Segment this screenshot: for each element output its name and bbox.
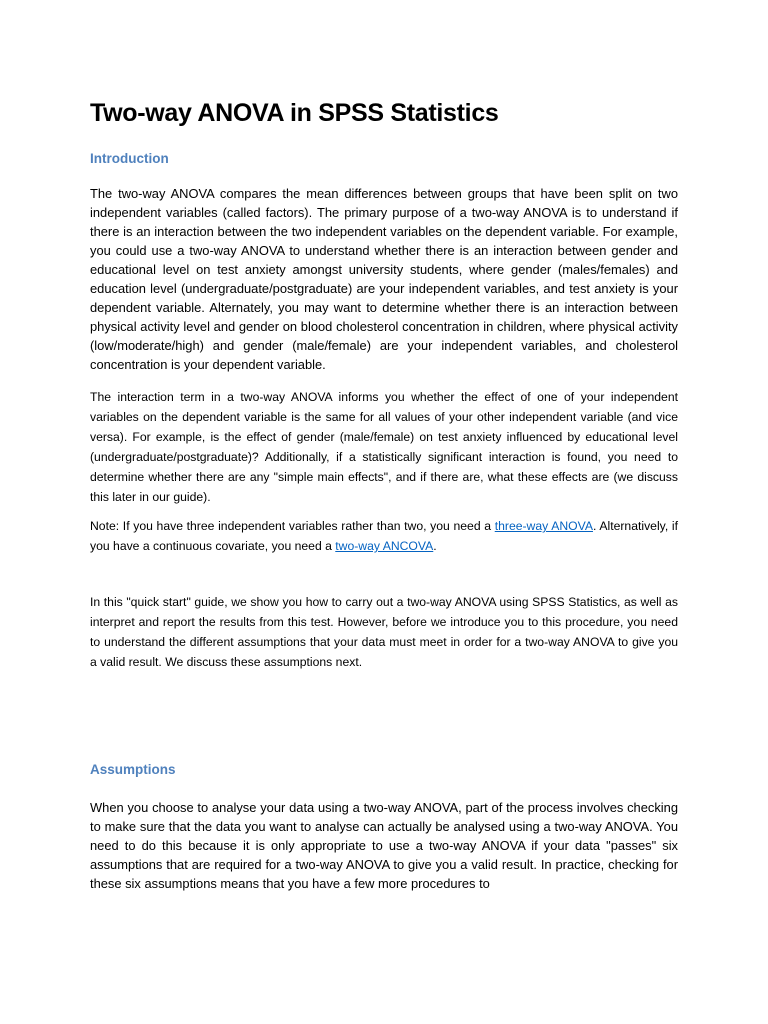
introduction-paragraph-1: The two-way ANOVA compares the mean differences between groups that have been split on two independent variables (called factors). The primary purpose of a two-way ANOVA is to understand if there is an interaction between the two independent variables on the dependent variable. For example, you could use a two-way ANOVA to understand whether there is an interaction between gender and educational level on test anxiety amongst university students, where gender (males/females) and education level (undergraduate/postgraduate) are your independent variables, and test anxiety is your dependent variable. Alternately, you may want to determine whether there is an interaction between physical activity level and gender on blood cholesterol concentration in children, where physical activity (low/moderate/high) and gender (male/female) are your independent variables, and cholesterol concentration is your dependent variable. <box>90 186 678 372</box>
assumptions-heading: Assumptions <box>90 762 176 777</box>
note-text-1: If you have three independent variables rather than two, you need a <box>119 519 495 533</box>
three-way-anova-link[interactable]: three-way ANOVA <box>494 519 593 533</box>
document-title: Two-way ANOVA in SPSS Statistics <box>90 99 499 127</box>
introduction-paragraph-2: The interaction term in a two-way ANOVA informs you whether the effect of one of your independent variables on the dependent variable is the same for all values of your other independent variable (and vice versa). For example, is the effect of gender (male/female) on test anxiety influenced by educational level (undergraduate/postgraduate)? Additionally, if a statistically significant interaction is found, you need to determine whether there are any "simple main effects", and if there are, what these effects are (we discuss this later in our guide). <box>90 390 678 504</box>
two-way-ancova-link[interactable]: two-way ANCOVA <box>335 539 434 553</box>
note-text-2: . Alternatively, if you have a continuous covariate, you need a <box>90 519 678 553</box>
introduction-heading: Introduction <box>90 151 169 166</box>
assumptions-paragraph-1: When you choose to analyse your data using a two-way ANOVA, part of the process involves checking to make sure that the data you want to analyse can actually be analysed using a two-way ANOVA. You need to do this because it is only appropriate to use a two-way ANOVA if your data "passes" six assumptions that are required for a two-way ANOVA to give you a valid result. In practice, checking for these six assumptions means that you have a few more procedures to <box>90 800 678 891</box>
document-page <box>90 96 678 891</box>
note-text-3: . <box>433 539 437 553</box>
introduction-paragraph-4: In this "quick start" guide, we show you how to carry out a two-way ANOVA using SPSS Statistics, as well as interpret and report the results from this test. However, before we introduce you to this procedure, you need to understand the different assumptions that your data must meet in order for a two-way ANOVA to give you a valid result. We discuss these assumptions next. <box>90 595 678 669</box>
note-paragraph <box>90 516 678 556</box>
note-label: Note: <box>90 519 120 533</box>
